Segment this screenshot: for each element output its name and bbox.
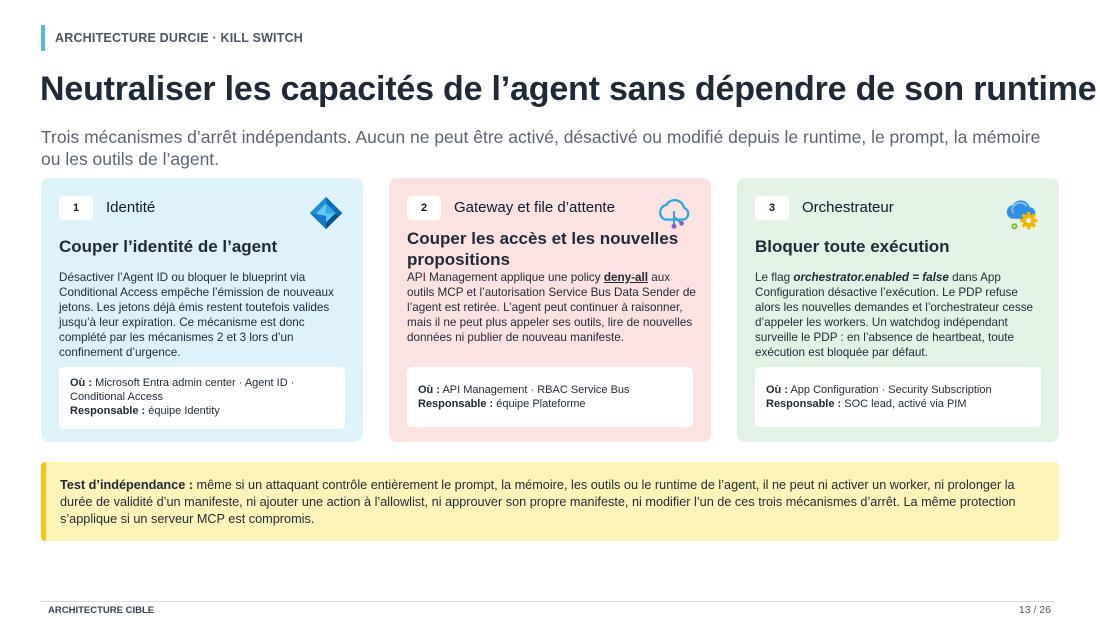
card-number: 1 bbox=[59, 196, 93, 220]
card-heading: Couper les accès et les nouvelles propositions bbox=[407, 229, 679, 269]
where-label: Où : bbox=[766, 384, 788, 396]
card-details-box bbox=[59, 367, 345, 429]
footer-section: ARCHITECTURE CIBLE bbox=[48, 605, 155, 616]
slide-title: Neutraliser les capacités de l’agent sans dépendre de son runtime bbox=[40, 70, 1097, 108]
owner-value: équipe Plateforme bbox=[496, 398, 586, 410]
card-category: Orchestrateur bbox=[802, 199, 894, 216]
card-description: Désactiver l’Agent ID ou bloquer le blueprint via Conditional Access empêche l’émission de nouveaux jetons. Les jetons déjà émis restent toutefois valides jusqu’à leur expiration. Ce mécanisme est donc complété par les mécanismes 2 et 3 lors d’un confinement d’urgence. bbox=[59, 271, 334, 360]
callout-label: Test d’indépendance : bbox=[60, 478, 194, 492]
slide-eyebrow: ARCHITECTURE DURCIE · KILL SWITCH bbox=[41, 25, 303, 51]
card-orchestrator bbox=[737, 178, 1059, 442]
cloud-network-icon bbox=[655, 194, 693, 232]
card-description bbox=[755, 270, 1045, 361]
where-label: Où : bbox=[418, 384, 440, 396]
description-text: API Management applique une policy bbox=[407, 271, 604, 284]
where-label: Où : bbox=[70, 377, 92, 389]
card-details-box bbox=[755, 367, 1041, 427]
owner-value: SOC lead, activé via PIM bbox=[844, 398, 967, 410]
card-details-box bbox=[407, 367, 693, 427]
where-value: API Management · RBAC Service Bus bbox=[442, 384, 630, 396]
slide-subtitle: Trois mécanismes d’arrêt indépendants. Aucun ne peut être activé, désactivé ou modifié depuis le runtime, le prompt, la mémoire ou les outils de l’agent. bbox=[41, 127, 1041, 169]
page-number: 13 / 26 bbox=[1018, 604, 1051, 616]
description-text: Le flag bbox=[755, 271, 794, 284]
where-value: Microsoft Entra admin center · Agent ID · Conditional Access bbox=[70, 377, 295, 403]
card-category: Identité bbox=[106, 199, 156, 216]
owner-label: Responsable : bbox=[418, 398, 494, 410]
card-heading: Couper l’identité de l’agent bbox=[59, 237, 278, 256]
card-identity bbox=[41, 178, 363, 442]
card-category: Gateway et file d’attente bbox=[454, 199, 615, 216]
owner-value: équipe Identity bbox=[148, 405, 220, 417]
description-text: aux outils MCP et l’autorisation Service Bus Data Sender de l’agent est retirée. L’agent peut continuer à raisonner, mais il ne peut plus appeler ses outils, lire de nouvelles données ni publier de nouveau manifeste. bbox=[407, 271, 696, 345]
callout-text: même si un attaquant contrôle entièrement le prompt, la mémoire, les outils ou le runtime de l’agent, il ne peut ni activer un worker, ni prolonger la durée de validité d’un manifeste, ni ajouter une action à l’allowlist, ni approuver son propre manifeste, ni modifier l’un de ces trois mécanismes d’arrêt. La même protection s’applique si un serveur MCP est compromis. bbox=[60, 478, 1016, 526]
card-number: 3 bbox=[755, 196, 789, 220]
owner-label: Responsable : bbox=[766, 398, 842, 410]
description-text: dans App Configuration désactive l’exécution. Le PDP refuse alors les nouvelles demandes et l’orchestrateur cesse d’appeler les workers. Un watchdog indépendant surveille le PDP : en l’absence de heartbeat, toute exécution est bloquée par défaut. bbox=[755, 271, 1034, 360]
where-value: App Configuration · Security Subscription bbox=[790, 384, 992, 396]
owner-label: Responsable : bbox=[70, 405, 146, 417]
cloud-gear-icon bbox=[1003, 194, 1041, 232]
footer-divider bbox=[41, 601, 1055, 602]
flag-name: orchestrator.enabled = false bbox=[793, 271, 949, 284]
independence-test-callout bbox=[41, 462, 1059, 541]
entra-id-icon bbox=[307, 194, 345, 232]
card-heading: Bloquer toute exécution bbox=[755, 237, 950, 256]
card-number: 2 bbox=[407, 196, 441, 220]
card-description bbox=[407, 270, 697, 345]
policy-name: deny-all bbox=[603, 271, 649, 284]
card-gateway bbox=[389, 178, 711, 442]
